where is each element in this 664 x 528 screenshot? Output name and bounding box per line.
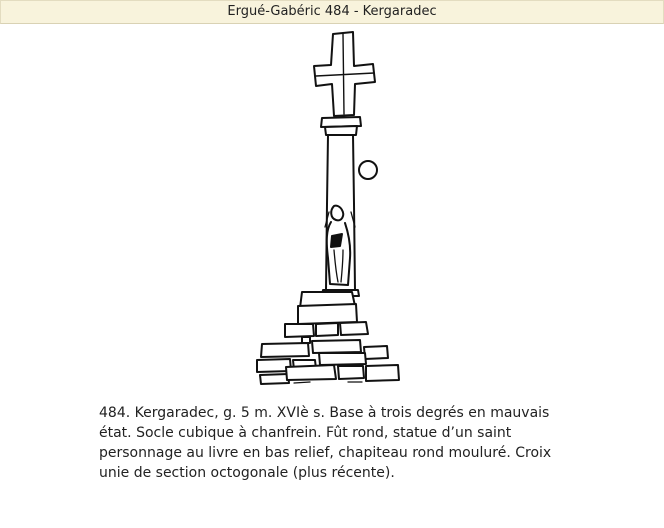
page-title: Ergué-Gabéric 484 - Kergaradec [0, 0, 664, 24]
cross-illustration-icon [230, 22, 430, 392]
sun-icon [356, 158, 380, 182]
figure-caption: 484. Kergaradec, g. 5 m. XVIè s. Base à trois degrés en mauvais état. Socle cubique à chanfrein. Fût rond, statue d’un saint personnage au livre en bas relief, chapiteau rond mouluré. Croix unie de section octogonale (plus récente). [99, 405, 552, 481]
